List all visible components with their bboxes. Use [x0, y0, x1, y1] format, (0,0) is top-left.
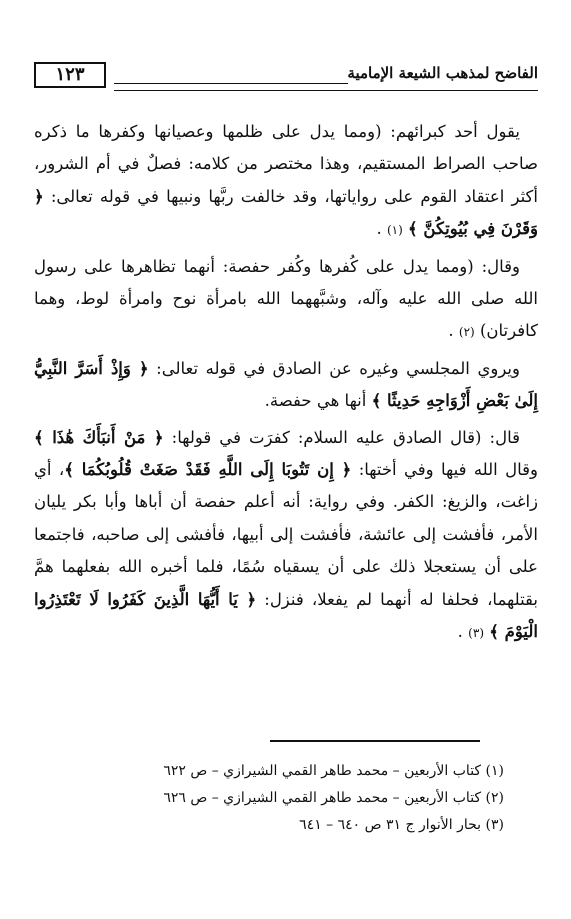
text-run: ويروي المجلسي وغيره عن الصادق في قوله تعالى: [148, 358, 520, 378]
footnote-ref: (١) [386, 223, 403, 238]
text-run: قال: (قال الصادق عليه السلام: كفرَت في قولها: [163, 427, 520, 447]
paragraph-2 [34, 251, 538, 349]
footnote-ref: (٣) [468, 626, 484, 641]
text-run: . [457, 622, 469, 642]
quran-quote: ﴿ وَقَرْنَ فِي بُيُوتِكُنَّ ﴾ [34, 186, 538, 239]
text-run: . [376, 219, 387, 239]
quran-quote: ﴿ يَا أَيُّهَا الَّذِينَ كَفَرُوا لَا تَعْتَذِرُوا الْيَوْمَ ﴾ [34, 589, 538, 642]
quran-quote: ﴿ إِن تَتُوبَا إِلَى اللَّهِ فَقَدْ صَغَتْ قُلُوبُكُمَا ﴾ [64, 460, 352, 480]
paragraph-3 [34, 353, 538, 418]
text-run: وقال: (ومما يدل على كُفرها وكُفر حفصة: أنهما تظاهرها على رسول الله صلى الله عليه وآله، وشبَّههما الله بامرأة نوح وامرأة لوط، وهما كافرتان) [34, 256, 538, 341]
quran-quote: ﴿ مَنْ أَنبَأَكَ هَٰذَا ﴾ [34, 427, 164, 447]
page-number: ١٢٣ [34, 62, 106, 88]
header-underline [114, 90, 538, 91]
footnote-3: (٣) بحار الأنوار ج ٣١ ص ٦٤٠ – ٦٤١ [299, 817, 504, 833]
text-run: يقول أحد كبرائهم: (ومما يدل على ظلمها وعصيانها وكفرها ما ذكره صاحب الصراط المستقيم، وهذا مختصر من كلامه: فصلٌ في أم الشرور، أكثر اعتقاد القوم على رواياتها، وقد خالفت ربَّها ونبيها في قوله تعالى: [34, 122, 538, 206]
body-text [34, 116, 538, 654]
paragraph-1 [34, 116, 538, 247]
quran-quote: ﴿ وَإِذْ أَسَرَّ النَّبِيُّ إِلَىٰ بَعْضِ أَزْوَاجِهِ حَدِيثًا ﴾ [34, 358, 538, 411]
page-header [34, 58, 538, 94]
text-run: . [448, 321, 459, 341]
footnote-separator [270, 740, 480, 742]
footnotes [34, 758, 504, 839]
text-run: ، أي زاغت، والزيغ: الكفر. وفي رواية: أنه أعلم حفصة أن أباها وأبا بكر يليان الأمر، فأفشت إلى عائشة، فأفشت إلى أبيها، فأفشى إلى صاحبه، فاجتمعا على أن يستعجلا ذلك على أن يسقياه سُمًا، فلما أخبره الله بفعلهما همَّ بقتلهما، فحلفا له أنهما لم يفعلا، فنزل: [34, 460, 538, 609]
paragraph-4 [34, 422, 538, 650]
footnote-2: (٢) كتاب الأربعين – محمد طاهر القمي الشيرازي – ص ٦٢٦ [163, 790, 504, 806]
text-run: وقال الله فيها وفي أختها: [351, 460, 538, 480]
footnote-1: (١) كتاب الأربعين – محمد طاهر القمي الشيرازي – ص ٦٢٢ [163, 763, 504, 779]
running-title: الفاضح لمذهب الشيعة الإمامية [347, 64, 538, 82]
text-run: أنها هي حفصة. [264, 391, 372, 411]
header-rule [114, 83, 348, 84]
footnote-ref: (٢) [458, 325, 475, 340]
